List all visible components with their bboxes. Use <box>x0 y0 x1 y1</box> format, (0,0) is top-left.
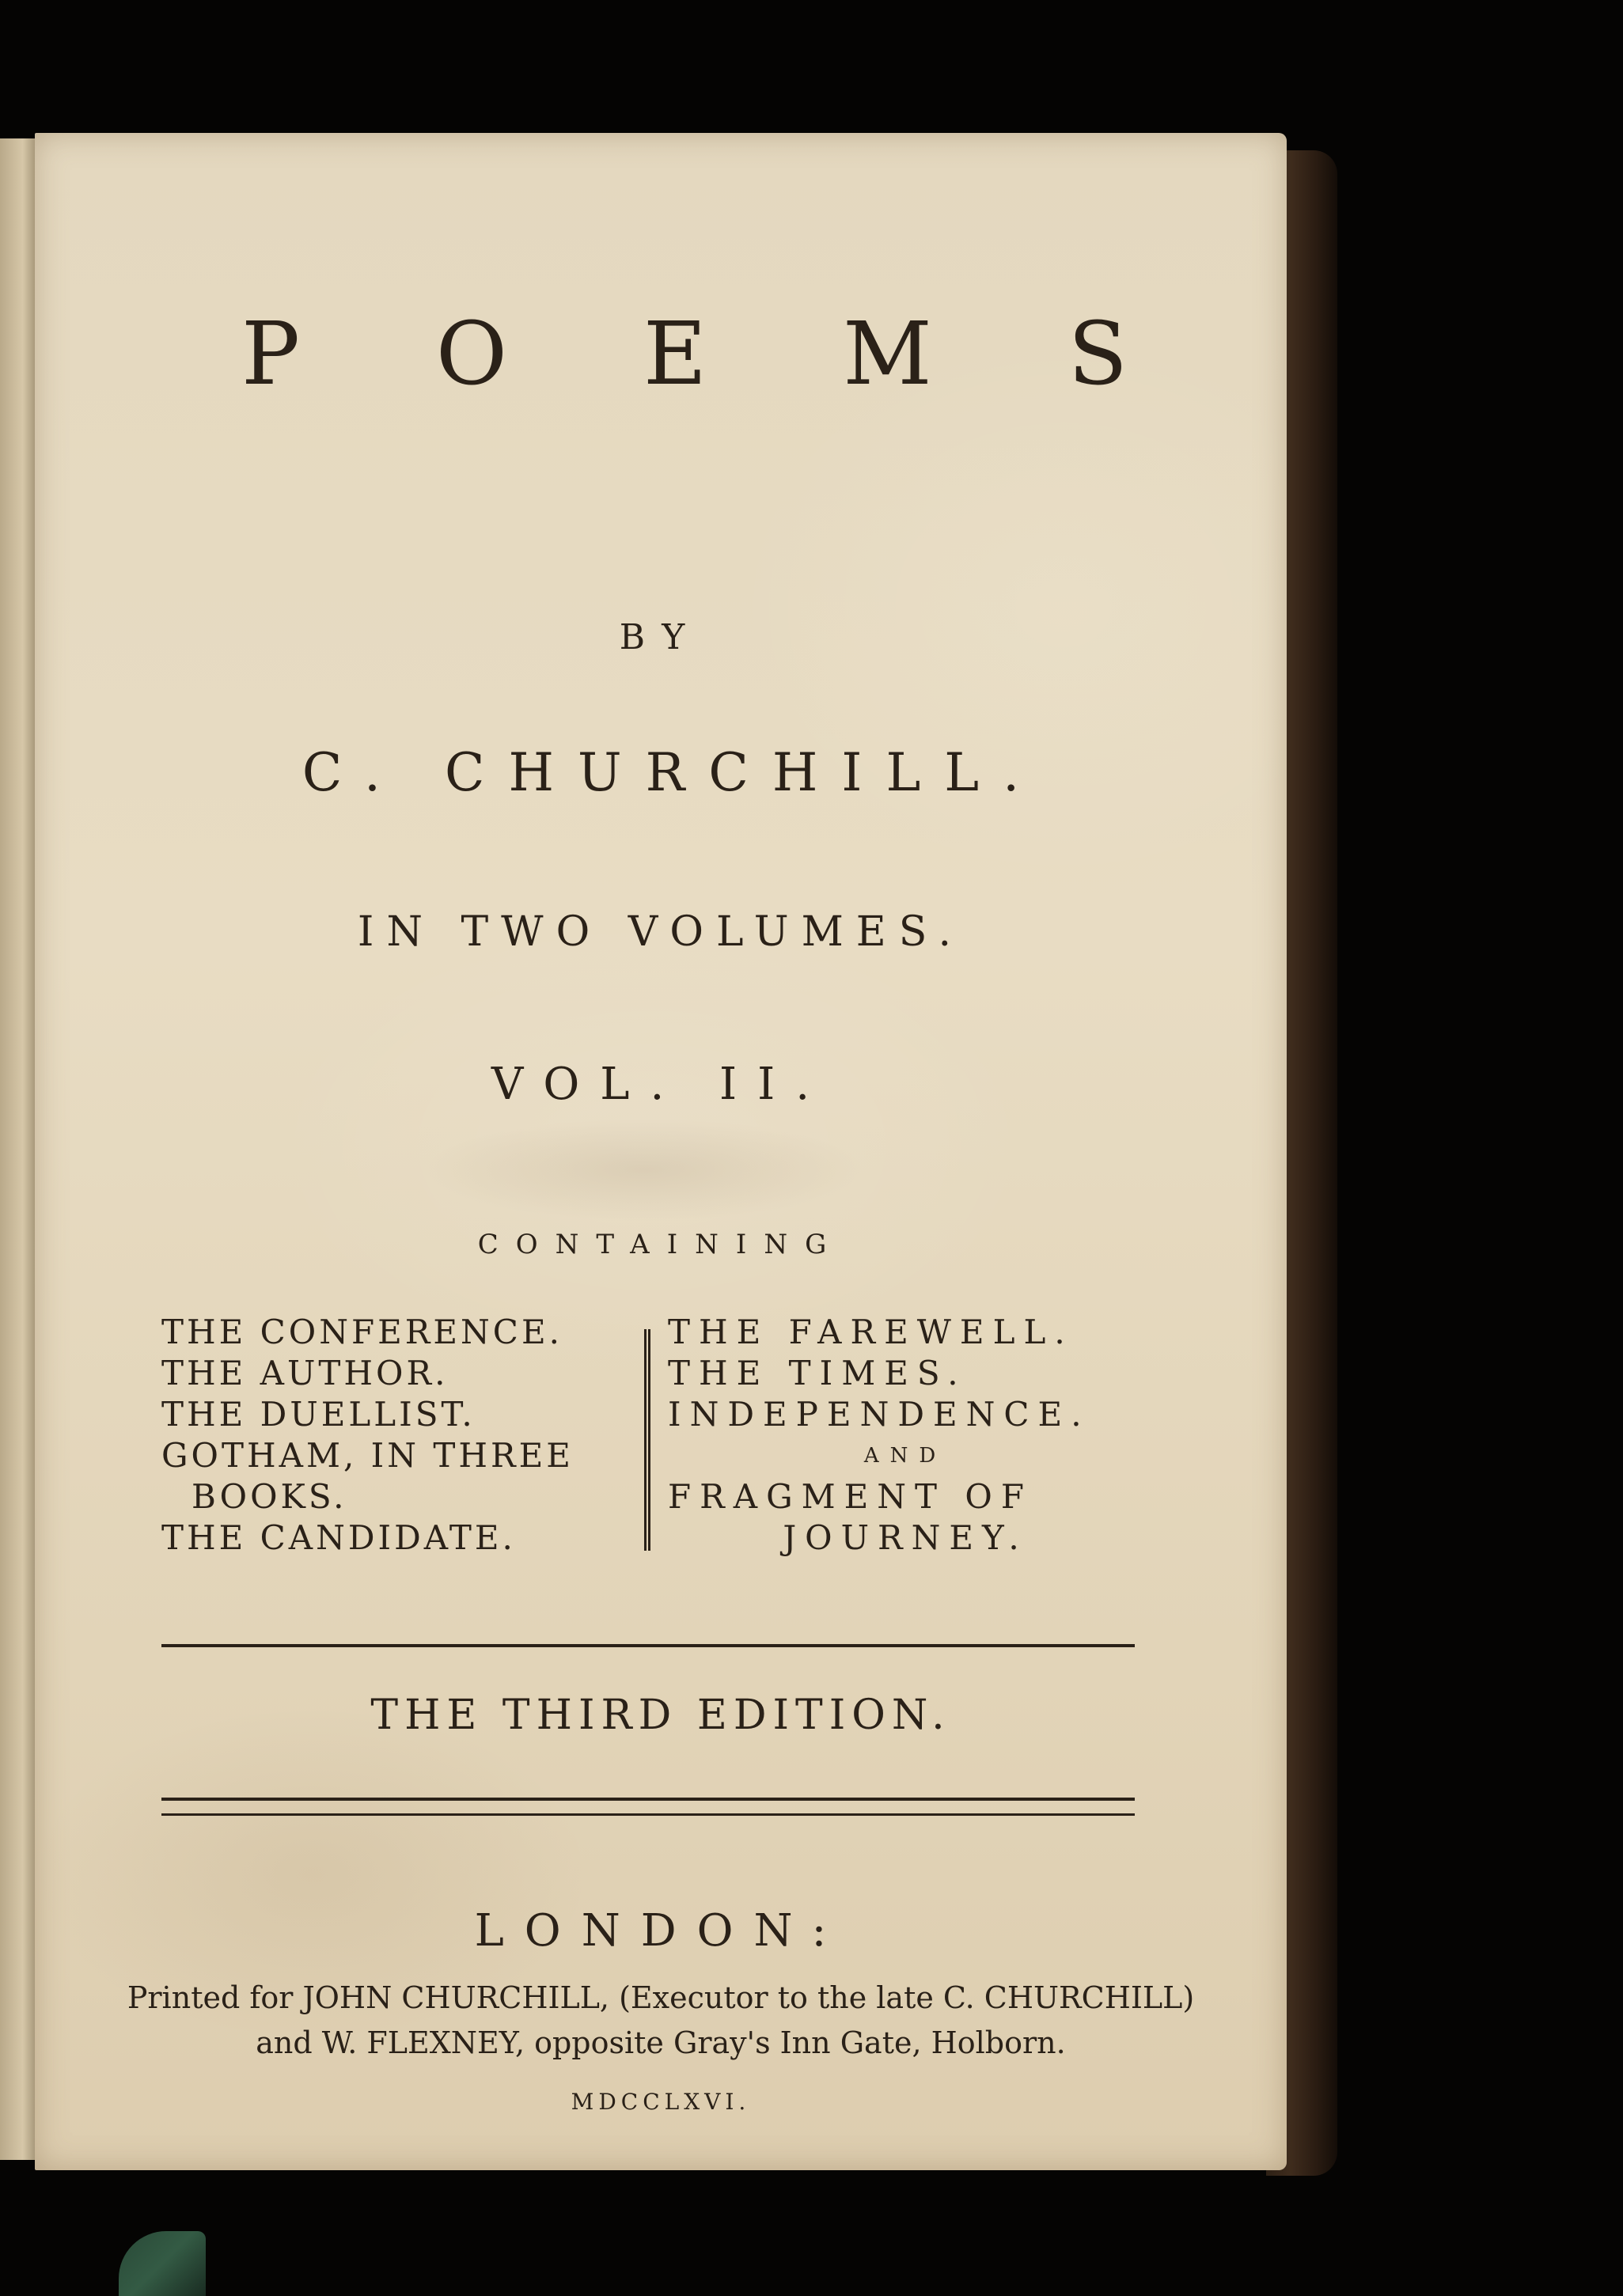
list-item: BOOKS. <box>191 1477 347 1516</box>
horizontal-rule <box>161 1644 1135 1647</box>
edition-statement: THE THIRD EDITION. <box>370 1692 951 1739</box>
list-conjunction: AND <box>863 1444 947 1468</box>
containing-heading: CONTAINING <box>477 1229 844 1260</box>
list-item: THE FAREWELL. <box>668 1313 1074 1351</box>
list-item: JOURNEY. <box>783 1518 1028 1557</box>
cloth-corner <box>119 2231 206 2296</box>
horizontal-rule <box>161 1813 1135 1816</box>
publication-date: MDCCLXVI. <box>571 2089 751 2115</box>
imprint-line: Printed for JOHN CHURCHILL, (Executor to the late C. CHURCHILL) <box>127 1980 1195 2015</box>
title-letter: O <box>435 303 508 404</box>
author-name: C. CHURCHILL. <box>301 742 1044 803</box>
volume-count: IN TWO VOLUMES. <box>357 908 965 956</box>
title-letter: M <box>843 303 932 404</box>
facing-page-edge <box>0 138 38 2160</box>
horizontal-rule <box>161 1798 1135 1801</box>
book-title <box>35 303 1287 404</box>
list-item: THE AUTHOR. <box>161 1354 449 1392</box>
list-item: THE CANDIDATE. <box>161 1518 516 1557</box>
volume-number: VOL. II. <box>491 1059 831 1110</box>
faint-library-stamp <box>423 1118 866 1221</box>
contents-list <box>161 1312 1135 1573</box>
column-divider <box>644 1329 650 1551</box>
list-item: GOTHAM, IN THREE <box>161 1436 574 1475</box>
title-letter: S <box>1067 303 1128 404</box>
title-letter: P <box>241 303 301 404</box>
list-item: FRAGMENT OF <box>668 1477 1033 1516</box>
imprint-line: and W. FLEXNEY, opposite Gray's Inn Gate, Holborn. <box>256 2025 1066 2060</box>
contents-left-column <box>161 1312 620 1559</box>
title-letter: E <box>643 303 707 404</box>
contents-right-column <box>668 1312 1143 1559</box>
by-line: BY <box>619 617 703 657</box>
title-page <box>35 133 1287 2170</box>
list-item: THE DUELLIST. <box>161 1395 476 1434</box>
publication-place: LONDON: <box>474 1905 848 1957</box>
list-item: INDEPENDENCE. <box>668 1395 1090 1434</box>
list-item: THE CONFERENCE. <box>161 1313 563 1351</box>
list-item: THE TIMES. <box>668 1354 967 1392</box>
